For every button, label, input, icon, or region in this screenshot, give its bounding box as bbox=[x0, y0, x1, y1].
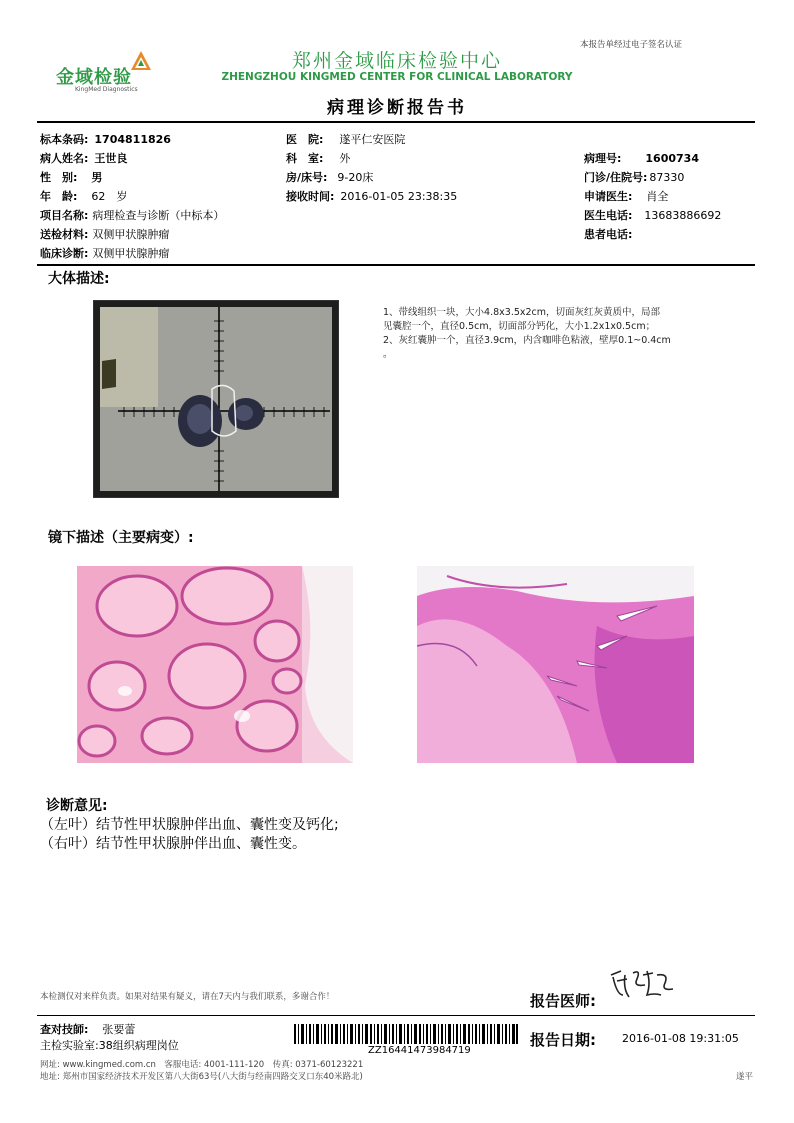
sample-no-label: 标本条码: bbox=[40, 133, 89, 146]
page-mark: 遂平 bbox=[736, 1072, 754, 1082]
patient-info-right bbox=[584, 149, 721, 244]
e-signature-note: 本报告单经过电子签名认证 bbox=[580, 40, 683, 50]
doctor-signature bbox=[607, 965, 677, 1003]
micro-heading: 镜下描述（主要病变）: bbox=[48, 530, 194, 546]
gross-line-1: 1、带线组织一块，大小4.8x3.5x2cm，切面灰红灰黄质中，局部 bbox=[383, 307, 661, 318]
patient-phone-label: 患者电话: bbox=[584, 228, 633, 241]
item-label: 项目名称: bbox=[40, 209, 89, 222]
sex-value: 男 bbox=[91, 171, 103, 184]
checker-label: 查对技師: bbox=[40, 1023, 89, 1036]
material-label: 送检材料: bbox=[40, 228, 89, 241]
doctor-label: 申请医生: bbox=[584, 190, 633, 203]
name-value: 王世良 bbox=[94, 152, 128, 165]
logo-text: 金域检验 bbox=[56, 67, 132, 88]
outpatient-value: 87330 bbox=[649, 171, 685, 184]
diagnosis-heading: 诊断意见: bbox=[46, 798, 108, 814]
clinical-label: 临床诊断: bbox=[40, 247, 89, 260]
received-label: 接收时间: bbox=[286, 190, 335, 203]
dept-value: 外 bbox=[339, 152, 351, 165]
patient-info-left bbox=[40, 130, 224, 263]
gross-specimen-photo bbox=[93, 300, 339, 498]
lab-value: 38组织病理岗位 bbox=[98, 1039, 179, 1052]
doctor-value: 肖全 bbox=[646, 190, 669, 203]
age-label: 年 龄: bbox=[40, 190, 78, 203]
gross-line-3: 2、灰红囊肿一个，直径3.9cm，内含咖啡色粘液，壁厚0.1~0.4cm bbox=[383, 335, 671, 346]
report-title: 病理诊断报告书 bbox=[327, 98, 467, 118]
patient-info-middle bbox=[286, 130, 457, 206]
report-doctor-label: 报告医师: bbox=[530, 992, 596, 1010]
barcode bbox=[294, 1024, 518, 1044]
dept-label: 科 室: bbox=[286, 152, 324, 165]
doctor-phone-label: 医生电话: bbox=[584, 209, 633, 222]
report-date-label: 报告日期: bbox=[530, 1031, 596, 1049]
received-value: 2016-01-05 23:38:35 bbox=[340, 190, 458, 203]
gross-description bbox=[383, 306, 733, 362]
barcode-text: ZZ16441473984719 bbox=[368, 1045, 471, 1056]
header-divider bbox=[37, 121, 755, 123]
outpatient-label: 门诊/住院号: bbox=[584, 171, 648, 184]
diagnosis-line-1: （左叶）结节性甲状腺肿伴出血、囊性变及钙化; bbox=[40, 817, 339, 833]
info-divider bbox=[37, 264, 755, 266]
hospital-value: 遂平仁安医院 bbox=[339, 133, 406, 146]
disclaimer: 本检测仅对来样负责。如果对结果有疑义，请在7天内与我们联系，多谢合作！ bbox=[40, 992, 335, 1002]
item-value: 病理检查与诊断（中标本） bbox=[92, 209, 225, 222]
gross-line-2: 见囊腔一个，直径0.5cm，切面部分钙化，大小1.2x1x0.5cm； bbox=[383, 321, 656, 332]
age-value: 62 岁 bbox=[91, 190, 128, 203]
center-name-cn: 郑州金域临床检验中心 bbox=[291, 50, 502, 72]
micrograph-left bbox=[77, 566, 353, 763]
gross-line-4: 。 bbox=[383, 349, 393, 360]
sample-no-value: 1704811826 bbox=[94, 133, 171, 146]
doctor-phone-value: 13683886692 bbox=[644, 209, 722, 222]
material-value: 双侧甲状腺肿瘤 bbox=[92, 228, 170, 241]
footer-divider bbox=[37, 1015, 755, 1016]
checker-value: 张要蕾 bbox=[102, 1023, 136, 1036]
footer-left-info bbox=[40, 1022, 179, 1054]
path-no-value: 1600734 bbox=[645, 152, 699, 165]
clinical-value: 双侧甲状腺肿瘤 bbox=[92, 247, 170, 260]
report-date-value: 2016-01-08 19:31:05 bbox=[622, 1032, 739, 1045]
center-name-en: ZHENGZHOU KINGMED CENTER FOR CLINICAL LABORATORY bbox=[221, 71, 573, 83]
address-line: 地址: 郑州市国家经济技术开发区第八大街63号(八大街与经南四路交叉口东40米路北) bbox=[40, 1072, 363, 1082]
bed-value: 9-20床 bbox=[337, 171, 374, 184]
bed-label: 房/床号: bbox=[286, 171, 328, 184]
diagnosis-section bbox=[40, 797, 339, 854]
lab-label: 主检实验室: bbox=[40, 1039, 99, 1052]
name-label: 病人姓名: bbox=[40, 152, 89, 165]
gross-heading: 大体描述: bbox=[48, 271, 110, 287]
logo-subtext: KingMed Diagnostics bbox=[75, 86, 138, 93]
micrograph-right bbox=[417, 566, 694, 763]
sex-label: 性 别: bbox=[40, 171, 78, 184]
diagnosis-line-2: （右叶）结节性甲状腺肿伴出血、囊性变。 bbox=[40, 836, 306, 852]
hospital-label: 医 院: bbox=[286, 133, 324, 146]
contact-line: 网址: www.kingmed.com.cn 客服电话: 4001-111-120 传真: 0371-60123221 bbox=[40, 1060, 364, 1070]
path-no-label: 病理号: bbox=[584, 152, 622, 165]
